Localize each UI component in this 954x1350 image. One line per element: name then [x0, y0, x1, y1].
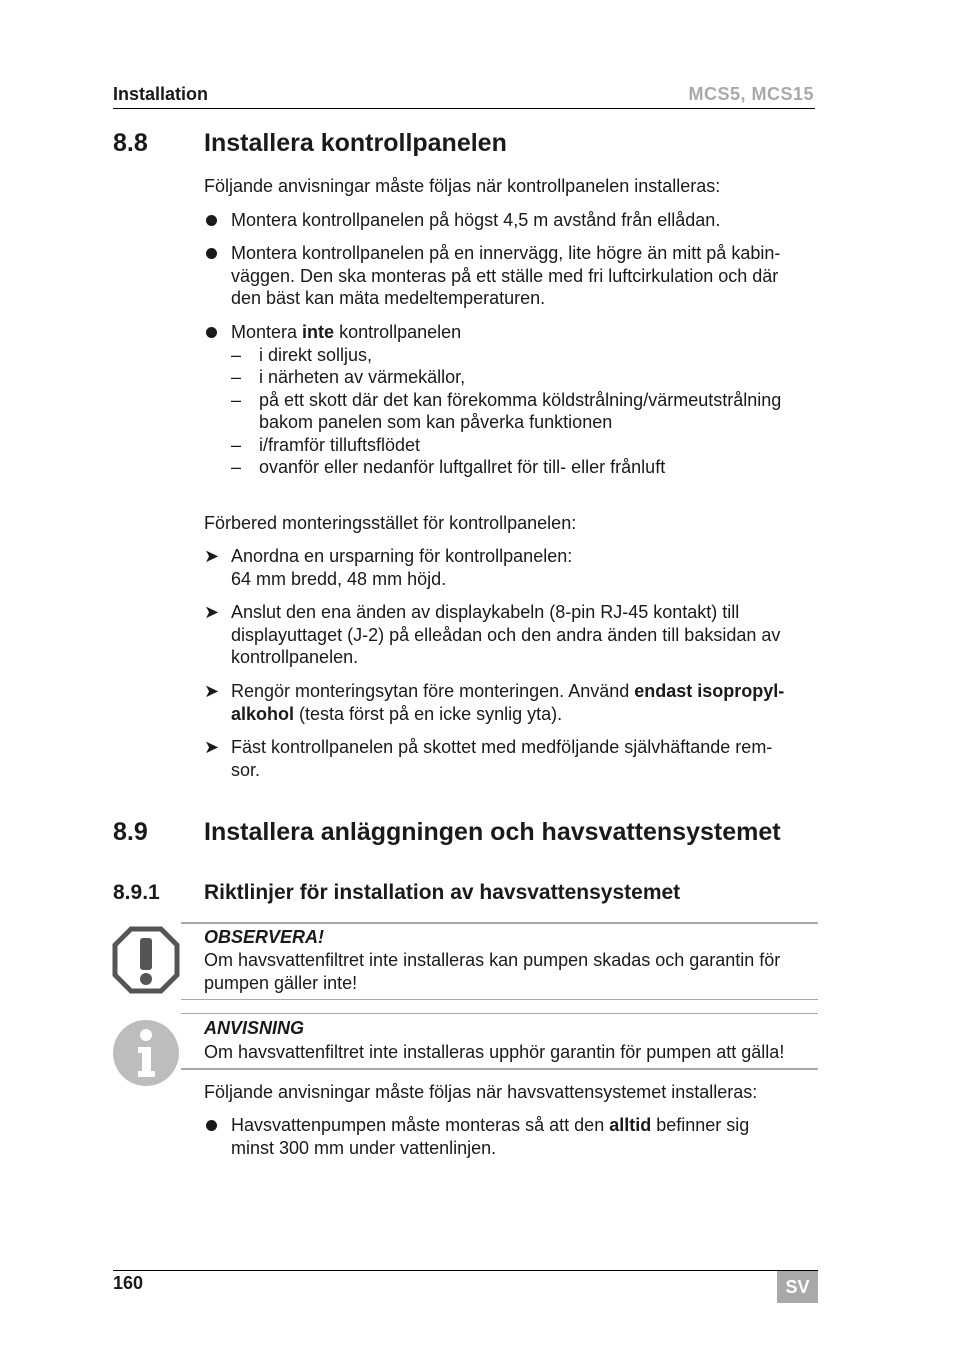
language-badge: SV: [777, 1271, 818, 1303]
step-item: [204, 601, 824, 669]
info-bottom-rule: [181, 1068, 818, 1070]
dash-item: – i/framför tilluftsflödet: [231, 434, 421, 455]
step-text: Fäst kontrollpanelen på skottet med medföljande självhäftande rem- sor.: [231, 737, 773, 780]
notice-top-rule: [181, 922, 818, 924]
bullet-text: Havsvattenpumpen måste monteras så att den alltid befinner sig minst 300 mm under vattenlinjen.: [231, 1115, 750, 1158]
footer-rule: [113, 1270, 818, 1271]
bullet-icon: [206, 1120, 217, 1131]
section-8-9-1-number: 8.9.1: [113, 881, 160, 904]
dash-item: – på ett skott där det kan förekomma köldstrålning/värmeutstrålning bakom panelen som kan påverka funktionen: [231, 389, 782, 432]
section-8-9-number: 8.9: [113, 818, 148, 846]
step-item: [204, 736, 824, 782]
notice-label: OBSERVERA!: [204, 927, 325, 947]
bullet-icon: [206, 248, 217, 259]
arrow-icon: ➤: [204, 737, 220, 757]
bullet-item: [204, 209, 824, 233]
bullet-text: Montera kontrollpanelen på en innervägg, lite högre än mitt på kabin- väggen. Den ska monteras på ett ställe med fri luftcirkulation och där den bäst kan mäta medeltemperaturen.: [231, 243, 781, 308]
info-icon: [112, 1019, 180, 1087]
notice-bottom-rule: [181, 999, 818, 1000]
arrow-icon: ➤: [204, 546, 220, 566]
dash-item: – i direkt solljus,: [231, 344, 373, 365]
section-8-8-intro: Följande anvisningar måste följas när kontrollpanelen installeras:: [204, 176, 721, 196]
section-8-9-1-title: Riktlinjer för installation av havsvattensystemet: [204, 881, 681, 904]
dash-item: – ovanför eller nedanför luftgallret för till- eller frånluft: [231, 457, 666, 477]
step-text: Anslut den ena änden av displaykabeln (8-pin RJ-45 kontakt) till displayuttaget (J-2) på elleådan och den andra änden till baksidan av kontrollpanelen.: [231, 602, 781, 667]
prep-intro: Förbered monteringsstället för kontrollpanelen:: [204, 513, 577, 533]
arrow-icon: ➤: [204, 681, 220, 701]
step-text: Rengör monteringsytan före monteringen. Använd endast isopropyl- alkohol (testa först på en icke synlig yta).: [231, 681, 785, 724]
bullet-text: Montera kontrollpanelen på högst 4,5 m avstånd från ellådan.: [231, 210, 721, 230]
dash-item: – i närheten av värmekällor,: [231, 367, 466, 387]
info-label: ANVISNING: [204, 1018, 305, 1038]
notice-text: Om havsvattenfiltret inte installeras kan pumpen skadas och garantin för pumpen gäller inte!: [204, 950, 781, 993]
bullet-text: Montera inte kontrollpanelen – i direkt solljus, – i närheten av värmekällor, – på ett skott där det kan förekomma köldstrålning/värmeutstrålning bakom panelen som kan påverka funktionen – i/framför tilluftsflödet – ovanför eller nedanför luftgallret för till- eller frånluft: [231, 321, 831, 479]
running-header-section: Installation: [113, 84, 209, 104]
step-item: [204, 545, 824, 591]
warning-icon: [111, 925, 181, 995]
bullet-item: [204, 242, 824, 310]
arrow-icon: ➤: [204, 602, 220, 622]
section-8-8-title: Installera kontrollpanelen: [204, 129, 507, 157]
step-text: Anordna en ursparning för kontrollpanelen: 64 mm bredd, 48 mm höjd.: [231, 546, 573, 589]
bullet-item: [204, 1114, 824, 1160]
header-rule: [113, 108, 815, 109]
bullet-item: [204, 321, 824, 481]
bullet-icon: [206, 327, 217, 338]
info-text: Om havsvattenfiltret inte installeras upphör garantin för pumpen att gälla!: [204, 1042, 785, 1062]
section-8-9-1-intro: Följande anvisningar måste följas när havsvattensystemet installeras:: [204, 1082, 758, 1102]
page-number: 160: [113, 1273, 144, 1293]
section-8-8-number: 8.8: [113, 129, 148, 157]
running-header-model: MCS5, MCS15: [688, 84, 814, 104]
section-8-9-title: Installera anläggningen och havsvattensystemet: [204, 818, 781, 846]
step-item: [204, 680, 824, 726]
bullet-icon: [206, 215, 217, 226]
info-top-rule: [181, 1013, 818, 1014]
